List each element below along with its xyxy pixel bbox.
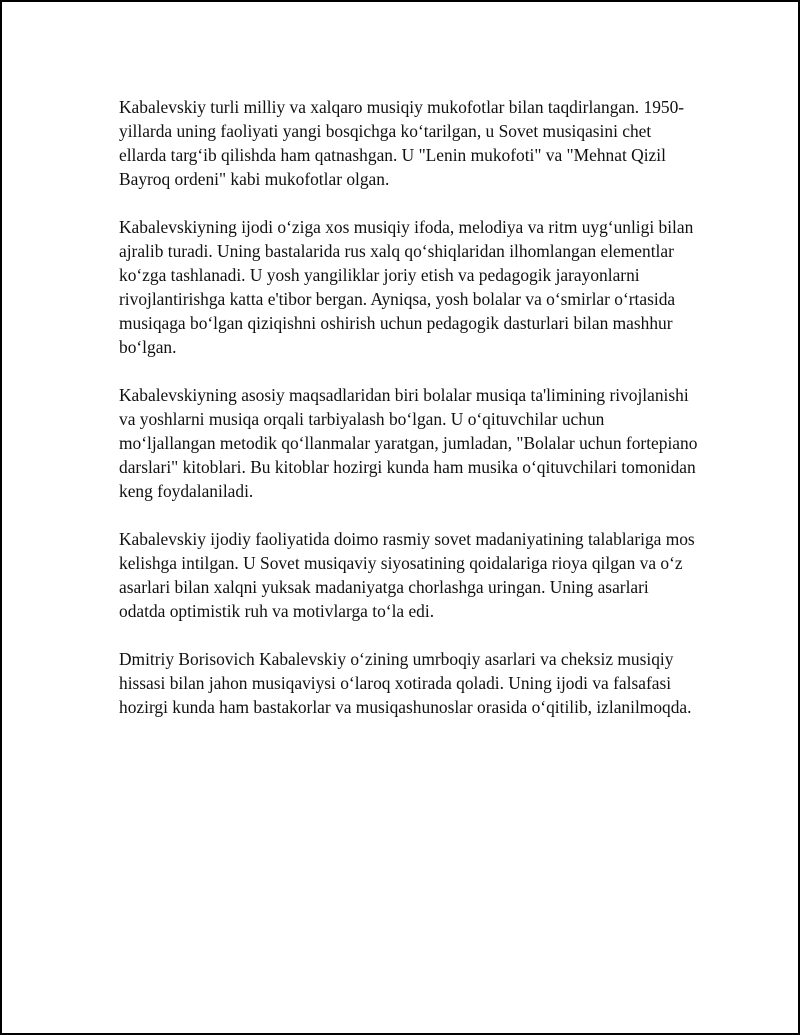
paragraph-style: Kabalevskiyning ijodi oʻziga xos musiqiy ifoda, melodiya va ritm uygʻunligi bilan ajralib turadi. Uning bastalarida rus xalq qoʻshiqlaridan ilhomlangan elementlar koʻzga tashlanadi. U yosh yangiliklar joriy etish va pedagogik jarayonlarni rivojlantirishga katta e'tibor bergan. Ayniqsa, yosh bolalar va oʻsmirlar oʻrtasida musiqaga boʻlgan qiziqishni oshirish uchun pedagogik dasturlari bilan mashhur boʻlgan.: [119, 217, 694, 357]
paragraph-awards: Kabalevskiy turli milliy va xalqaro musiqiy mukofotlar bilan taqdirlangan. 1950-yillarda uning faoliyati yangi bosqichga koʻtarilgan, u Sovet musiqasini chet ellarda targʻib qilishda ham qatnashgan. U "Lenin mukofoti" va "Mehnat Qizil Bayroq ordeni" kabi mukofotlar olgan.: [119, 97, 685, 189]
document-body: [119, 95, 699, 743]
paragraph-education: Kabalevskiyning asosiy maqsadlaridan biri bolalar musiqa ta'limining rivojlanishi va yoshlarni musiqa orqali tarbiyalash boʻlgan. U oʻqituvchilar uchun moʻljallangan metodik qoʻllanmalar yaratgan, jumladan, "Bolalar uchun fortepiano darslari" kitoblari. Bu kitoblar hozirgi kunda ham musika oʻqituvchilari tomonidan keng foydalaniladi.: [119, 385, 698, 501]
paragraph-soviet-culture: Kabalevskiy ijodiy faoliyatida doimo rasmiy sovet madaniyatining talablariga mos kelishga intilgan. U Sovet musiqaviy siyosatining qoidalariga rioya qilgan va oʻz asarlari bilan xalqni yuksak madaniyatga chorlashga uringan. Uning asarlari odatda optimistik ruh va motivlarga toʻla edi.: [119, 529, 695, 621]
paragraph-legacy: Dmitriy Borisovich Kabalevskiy oʻzining umrboqiy asarlari va cheksiz musiqiy hissasi bilan jahon musiqaviysi oʻlaroq xotirada qoladi. Uning ijodi va falsafasi hozirgi kunda ham bastakorlar va musiqashunoslar orasida oʻqitilib, izlanilmoqda.: [119, 649, 692, 717]
